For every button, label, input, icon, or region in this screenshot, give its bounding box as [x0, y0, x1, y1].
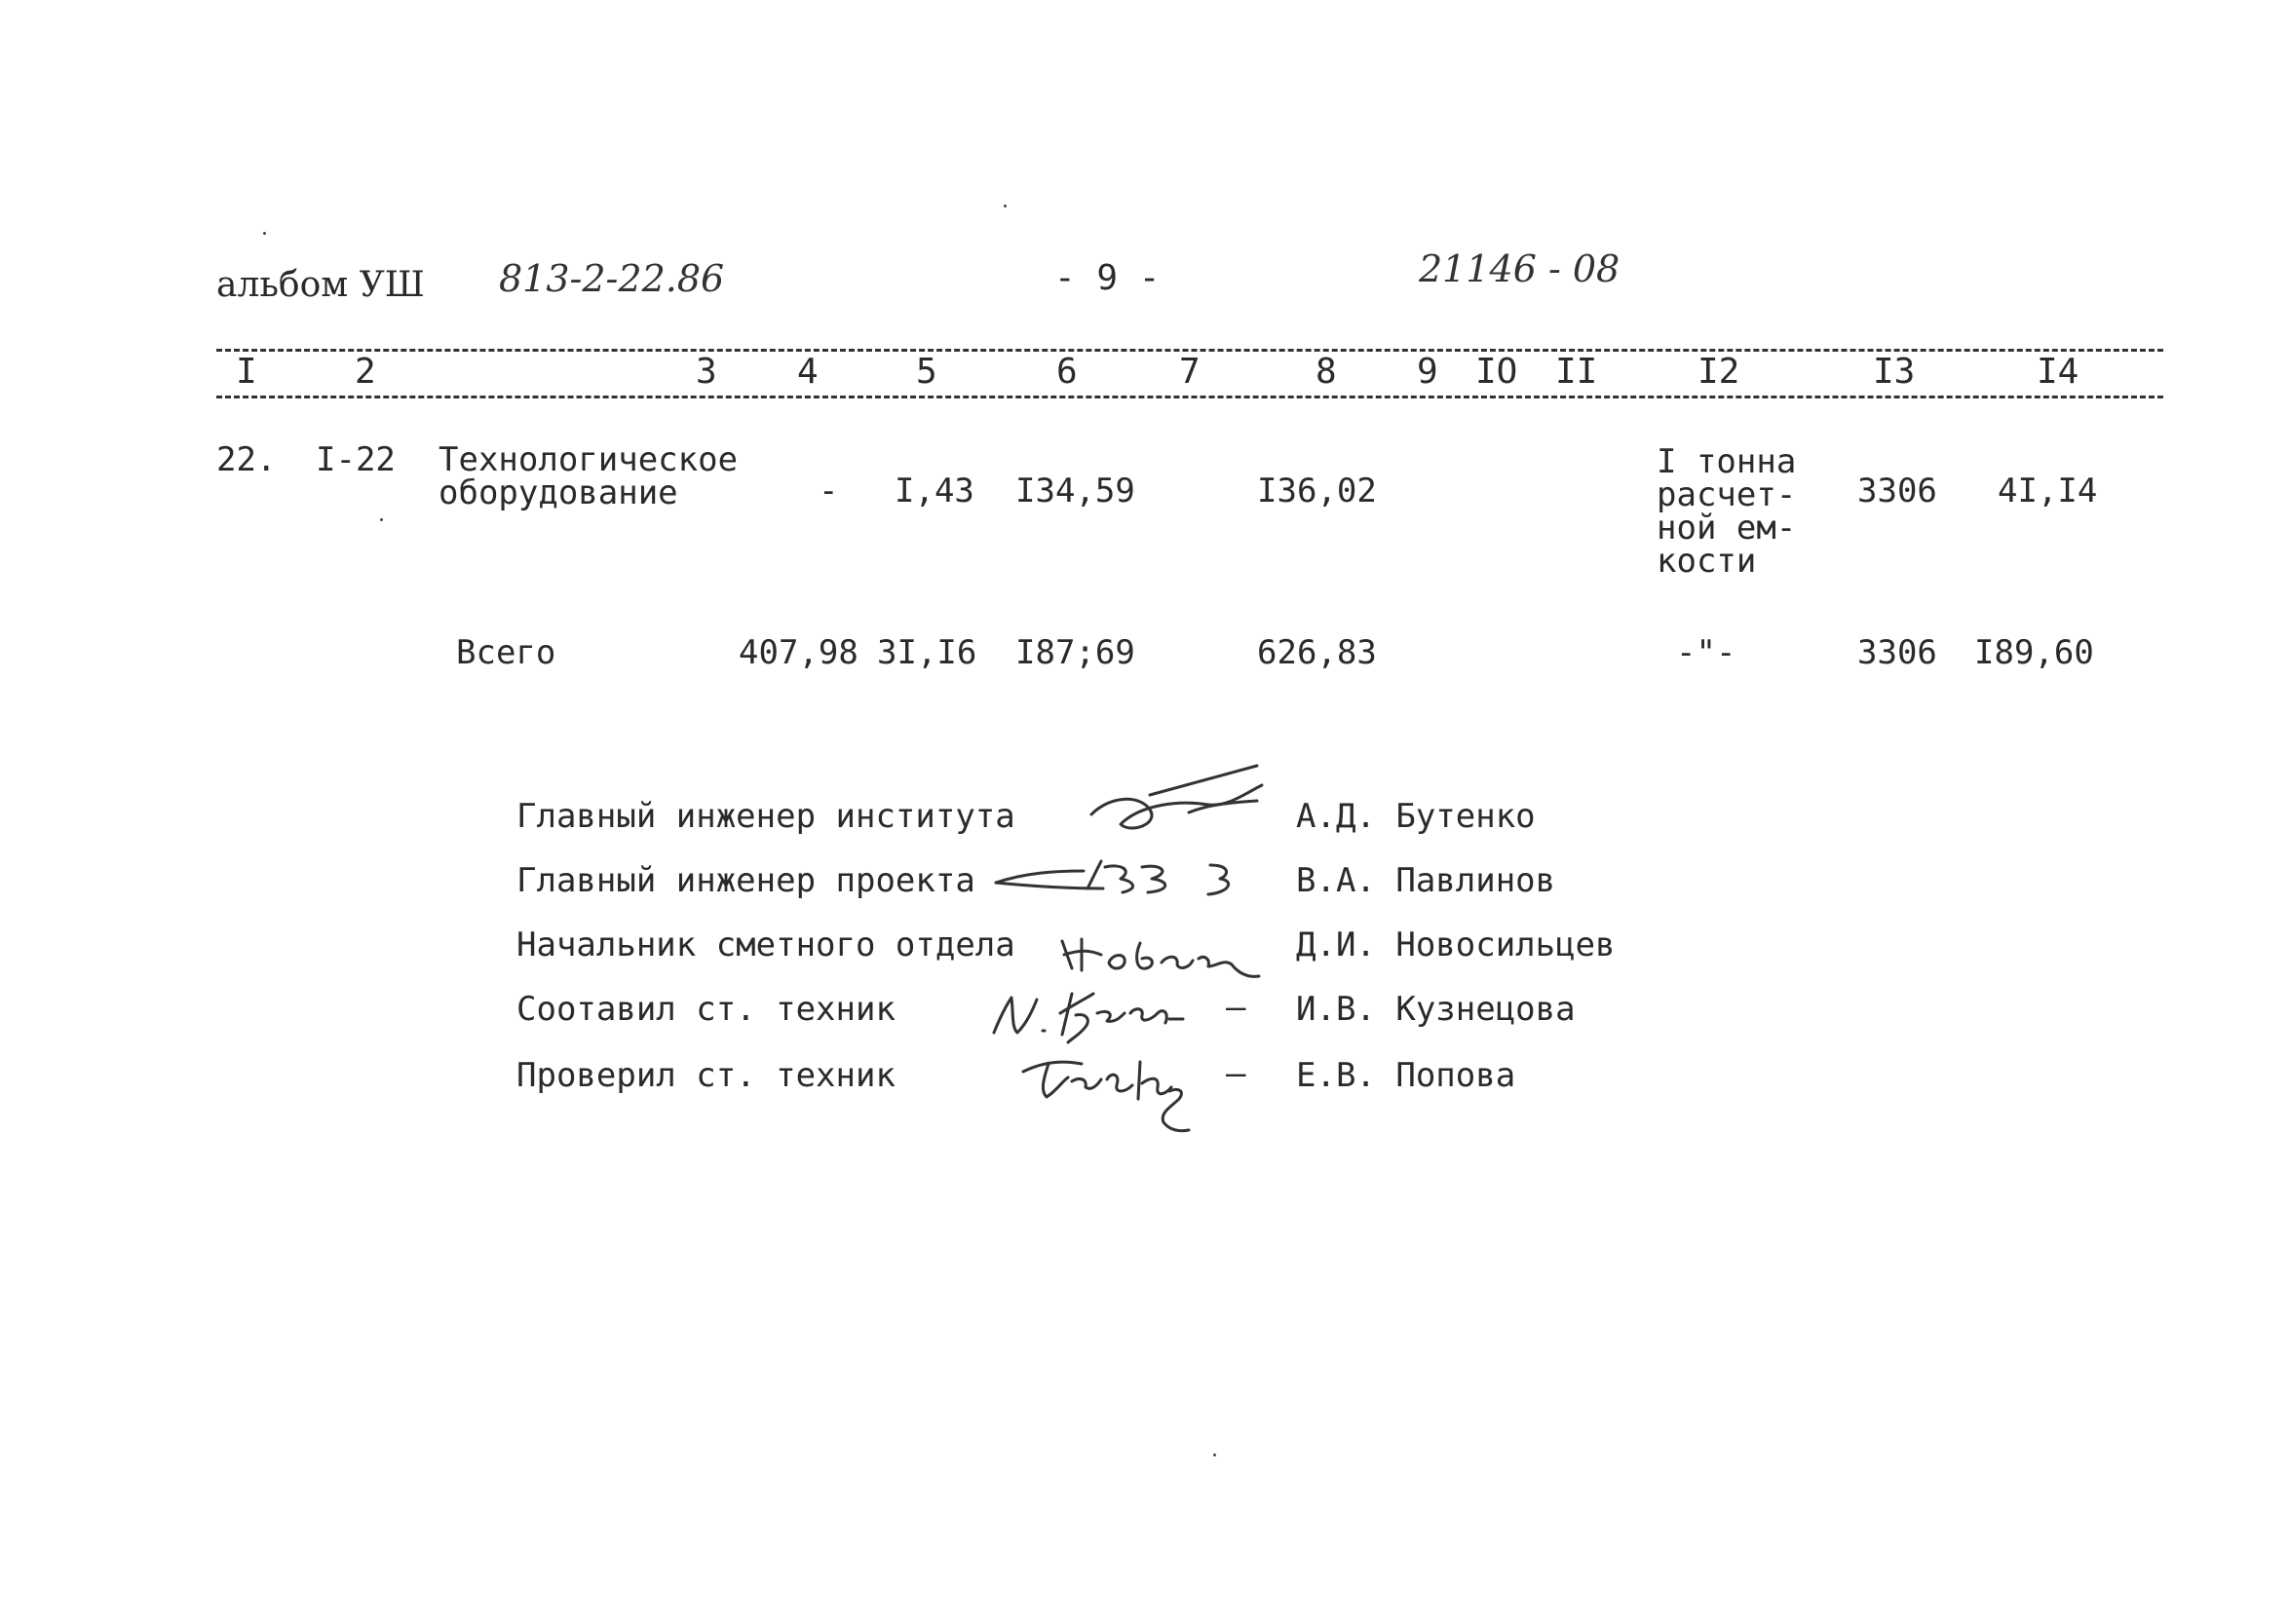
column-number: 5: [916, 352, 937, 392]
row-col12-line: расчет-: [1657, 475, 1797, 514]
project-code: 813-2-22.86: [499, 257, 725, 300]
page-number: - 9 -: [1054, 258, 1161, 298]
signature-dash: –: [1226, 1054, 1246, 1093]
column-number: I2: [1697, 352, 1740, 392]
scan-speck: [1213, 1454, 1216, 1456]
signature-role: Главный инженер проекта: [516, 861, 975, 900]
column-number: IO: [1475, 352, 1518, 392]
signature-name: В.А. Павлинов: [1296, 861, 1556, 900]
signature-role: Соотавил ст. техник: [516, 990, 896, 1029]
signature-mark: [978, 974, 1202, 1052]
signature-role: Проверил ст. техник: [516, 1056, 896, 1095]
document-number: 21146 - 08: [1419, 247, 1621, 290]
row-col14: 4I,I4: [1998, 472, 2098, 510]
album-label: альбом УШ: [216, 265, 425, 305]
column-number: 2: [355, 352, 376, 392]
row-name-line: оборудование: [439, 473, 678, 512]
column-number: 7: [1179, 352, 1201, 392]
column-number: 8: [1316, 352, 1337, 392]
signature-mark: [986, 850, 1249, 908]
header-rule-bottom: [216, 396, 2163, 398]
column-number: 9: [1417, 352, 1438, 392]
row-col12-line: I тонна: [1657, 442, 1797, 481]
signature-name: Д.И. Новосильцев: [1296, 925, 1616, 964]
total-label: Всего: [456, 633, 556, 672]
row-name-line: Технологическое: [439, 440, 739, 479]
column-number: 3: [696, 352, 717, 392]
column-number: I4: [2037, 352, 2079, 392]
column-number: 6: [1056, 352, 1078, 392]
signature-role: Начальник сметного отдела: [516, 925, 1015, 964]
row-col5: I,43: [895, 472, 974, 510]
signature-mark: [1072, 756, 1267, 844]
signature-name: Е.В. Попова: [1296, 1056, 1516, 1095]
column-number: 4: [797, 352, 819, 392]
row-col13: 3306: [1857, 472, 1937, 510]
column-number: I3: [1873, 352, 1916, 392]
row-col8: I36,02: [1257, 472, 1377, 510]
total-col6: I87;69: [1015, 633, 1135, 672]
signature-role: Главный инженер института: [516, 797, 1015, 836]
row-col6: I34,59: [1015, 472, 1135, 510]
signature-name: А.Д. Бутенко: [1296, 797, 1536, 836]
total-col12: -"-: [1676, 633, 1736, 672]
scan-speck: [263, 232, 266, 235]
total-col3: 407,98: [739, 633, 858, 672]
signature-name: И.В. Кузнецова: [1296, 990, 1576, 1029]
row-col12-line: ной ем-: [1657, 509, 1797, 548]
row-number: 22.: [216, 440, 277, 479]
row-code: I-22: [316, 440, 396, 479]
signature-mark: [1013, 1042, 1208, 1140]
row-col12-line: кости: [1657, 542, 1757, 581]
row-col4: -: [819, 472, 839, 510]
scan-speck: [380, 518, 383, 521]
total-col8: 626,83: [1257, 633, 1377, 672]
column-number: II: [1555, 352, 1598, 392]
total-col14: I89,60: [1974, 633, 2094, 672]
column-number: I: [236, 352, 257, 392]
total-col13: 3306: [1857, 633, 1937, 672]
signature-dash: –: [1226, 988, 1246, 1027]
total-col5: 3I,I6: [877, 633, 977, 672]
scan-speck: [1004, 205, 1007, 208]
